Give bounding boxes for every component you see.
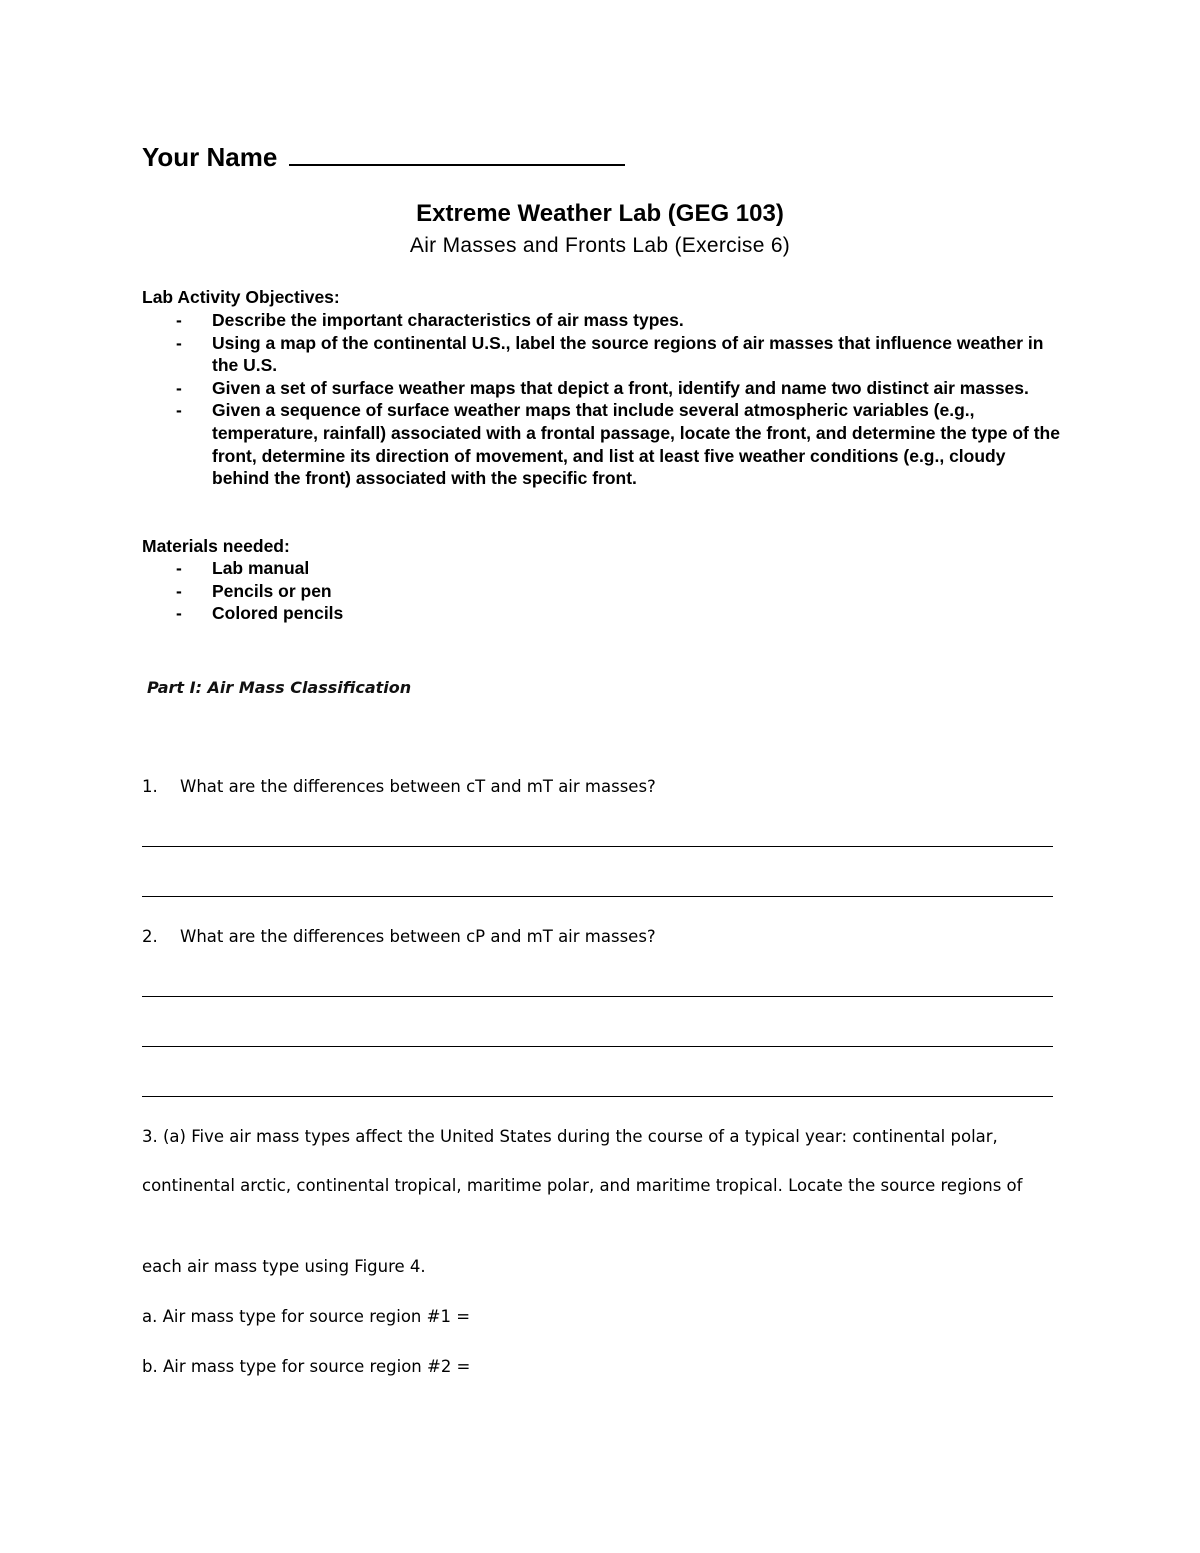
name-blank-line[interactable]	[289, 140, 625, 166]
answer-line[interactable]	[142, 1096, 1053, 1097]
list-item: - Lab manual	[176, 558, 310, 578]
list-item: - Colored pencils	[176, 603, 344, 624]
objectives-list	[142, 309, 1062, 490]
list-item: - Using a map of the continental U.S., label the source regions of air masses that influence weather in the U.S.	[176, 332, 1044, 376]
list-item: - Given a sequence of surface weather maps that include several atmospheric variables (e.g., temperature, rainfall) associated with a frontal passage, locate the front, and determine the type of the front, determine its direction of movement, and list at least five weather conditions (e.g., cloudy behind the front) associated with the specific front.	[176, 400, 1060, 489]
answer-line[interactable]	[142, 846, 1053, 847]
question-text: What are the differences between cT and mT air masses?	[180, 777, 656, 796]
objectives-heading: Lab Activity Objectives:	[142, 287, 340, 307]
question-1	[142, 776, 656, 798]
question-3b: b. Air mass type for source region #2 =	[142, 1357, 471, 1376]
page-subtitle: Air Masses and Fronts Lab (Exercise 6)	[409, 234, 791, 257]
question-2	[142, 926, 656, 948]
answer-line[interactable]	[142, 1046, 1053, 1047]
question-number: 1.	[142, 777, 158, 796]
part1-heading: Part I: Air Mass Classification	[147, 678, 412, 697]
question-3-line-2: continental arctic, continental tropical, maritime polar, and maritime tropical. Locate the source regions of	[142, 1176, 1023, 1195]
list-item: - Describe the important characteristics of air mass types.	[176, 310, 684, 330]
question-3-line-1: 3. (a) Five air mass types affect the United States during the course of a typical year: continental polar,	[142, 1127, 998, 1146]
name-field[interactable]	[142, 140, 625, 174]
question-3-line-3: each air mass type using Figure 4.	[142, 1257, 426, 1276]
question-text: What are the differences between cP and mT air masses?	[180, 927, 656, 946]
name-label: Your Name	[142, 142, 278, 172]
answer-line[interactable]	[142, 896, 1053, 897]
page-title: Extreme Weather Lab (GEG 103)	[416, 200, 784, 227]
answer-line[interactable]	[142, 996, 1053, 997]
question-3a: a. Air mass type for source region #1 =	[142, 1307, 471, 1326]
list-item: - Pencils or pen	[176, 580, 332, 601]
materials-heading: Materials needed:	[142, 536, 290, 556]
list-item: - Given a set of surface weather maps that depict a front, identify and name two distinct air masses.	[176, 377, 1029, 398]
question-number: 2.	[142, 927, 158, 946]
materials-list	[142, 557, 1062, 625]
